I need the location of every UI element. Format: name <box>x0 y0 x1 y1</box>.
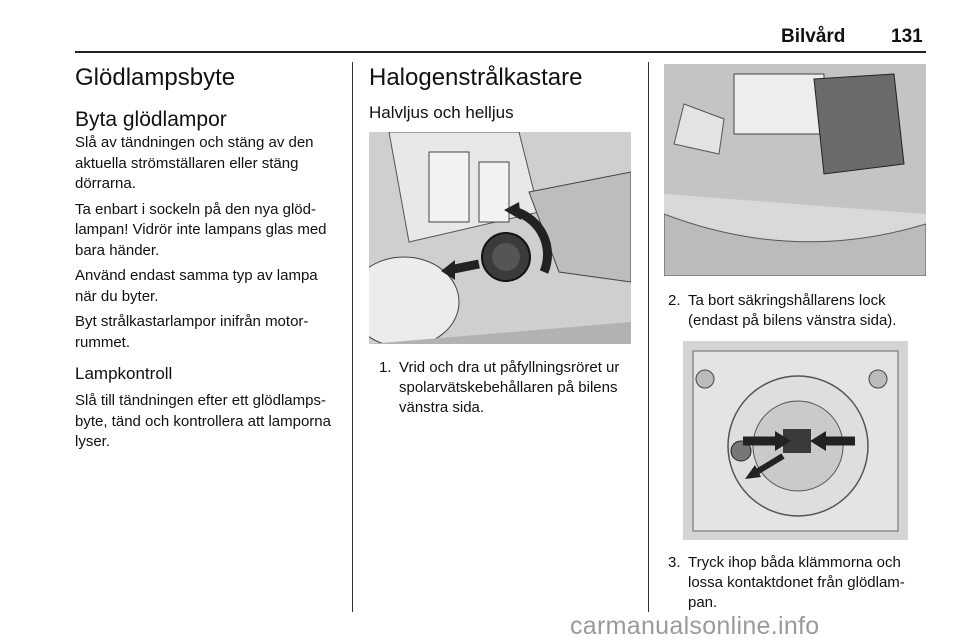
header-section: Bilvård <box>781 26 846 47</box>
paragraph-4: Byt strålkastarlampor inifrån motor-rummet. <box>75 313 309 351</box>
step-1-text: Vrid och dra ut påfyllningsröret ur spolarvätskebehållaren på bilens vänstra sida. <box>399 359 620 416</box>
paragraph-1: Slå av tändningen och stäng av den aktuella strömställaren eller stäng dörrarna. <box>75 134 314 192</box>
section-heading: Lampkontroll <box>75 364 173 383</box>
step-3-number: 3. <box>668 554 681 571</box>
left-column <box>75 64 343 458</box>
header-rule <box>75 51 926 53</box>
step-1-number: 1. <box>379 359 392 376</box>
bulb-connector-illustration <box>683 341 908 540</box>
middle-column <box>369 64 637 124</box>
column-divider-left <box>352 62 353 612</box>
middle-title: Halogenstrålkastare <box>369 64 583 91</box>
column-divider-right <box>648 62 649 612</box>
section-text: Slå till tändningen efter ett glödlamps-byte, tänd och kontrollera att lamporna lyser. <box>75 392 331 450</box>
paragraph-3: Använd endast samma typ av lampa när du byter. <box>75 267 318 305</box>
step-3-text: Tryck ihop båda klämmorna och lossa kontaktdonet från glödlam-pan. <box>688 554 905 611</box>
subtitle: Byta glödlampor <box>75 108 227 131</box>
middle-subtitle: Halvljus och helljus <box>369 103 514 122</box>
step-2-text: Ta bort säkringshållarens lock (endast på bilens vänstra sida). <box>688 292 897 329</box>
step-2-number: 2. <box>668 292 681 309</box>
paragraph-2: Ta enbart i sockeln på den nya glöd-lampan! Vidrör inte lampans glas med bara händer. <box>75 200 327 259</box>
watermark: carmanualsonline.info <box>570 612 820 640</box>
engine-bay-illustration <box>369 132 631 344</box>
page-number: 131 <box>891 26 923 47</box>
fuse-box-illustration <box>664 64 926 276</box>
page-title: Glödlampsbyte <box>75 64 236 91</box>
